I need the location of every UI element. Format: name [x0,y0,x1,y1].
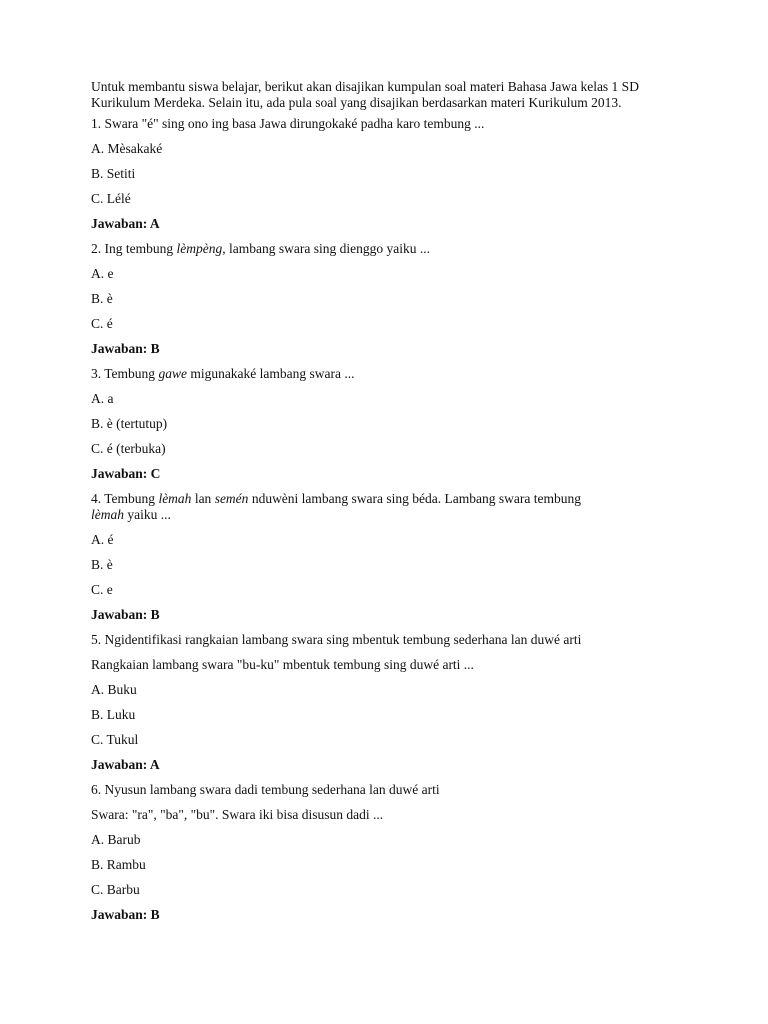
q2-text-pre: 2. Ing tembung [91,241,177,256]
q4-keyword-1: lèmah [158,491,192,506]
q2-option-b: B. è [91,291,113,306]
q2-answer: Jawaban: B [91,341,160,356]
q6-option-b: B. Rambu [91,857,146,872]
document-page [91,79,681,932]
q2-option-c: C. é [91,316,113,331]
q1-option-b: B. Setiti [91,166,136,181]
q4-keyword-2: semén [214,491,249,506]
q4-answer: Jawaban: B [91,607,160,622]
q1-answer: Jawaban: A [91,216,160,231]
q3-option-c: C. é (terbuka) [91,441,166,456]
q5-option-b: B. Luku [91,707,136,722]
q1-option-c: C. Lélé [91,191,131,206]
question-1: 1. Swara "é" sing ono ing basa Jawa dirungokaké padha karo tembung ... [91,116,485,131]
q4-text-pre: 4. Tembung [91,491,159,506]
q6-answer: Jawaban: B [91,907,160,922]
q4-option-a: A. é [91,532,114,547]
q5-option-a: A. Buku [91,682,137,697]
question-5: 5. Ngidentifikasi rangkaian lambang swara sing mbentuk tembung sederhana lan duwé arti [91,632,582,647]
q4-text-mid-1: lan [191,491,215,506]
q4-option-c: C. e [91,582,113,597]
q6-prompt: Swara: "ra", "ba", "bu". Swara iki bisa disusun dadi ... [91,807,384,822]
q4-text-mid-2: nduwèni lambang swara sing béda. Lambang swara tembung [248,491,581,506]
question-4 [91,491,591,523]
q5-answer: Jawaban: A [91,757,160,772]
q6-option-c: C. Barbu [91,882,140,897]
q4-option-b: B. è [91,557,113,572]
q3-keyword: gawe [158,366,187,381]
q4-keyword-3: lèmah [91,507,124,522]
intro-paragraph: Untuk membantu siswa belajar, berikut akan disajikan kumpulan soal materi Bahasa Jawa kelas 1 SD Kurikulum Merdeka. Selain itu, ada pula soal yang disajikan berdasarkan materi Kurikulum 2013. [91,79,639,110]
question-3 [91,366,681,382]
question-6: 6. Nyusun lambang swara dadi tembung sederhana lan duwé arti [91,782,440,797]
q2-option-a: A. e [91,266,114,281]
q1-option-a: A. Mèsakaké [91,141,163,156]
question-2 [91,241,681,257]
q6-option-a: A. Barub [91,832,141,847]
q3-option-b: B. è (tertutup) [91,416,168,431]
q2-text-post: , lambang swara sing dienggo yaiku ... [222,241,430,256]
q3-text-post: migunakaké lambang swara ... [186,366,355,381]
q4-text-post: yaiku ... [124,507,171,522]
q2-keyword: lèmpèng [176,241,223,256]
q3-text-pre: 3. Tembung [91,366,159,381]
q5-option-c: C. Tukul [91,732,139,747]
q3-option-a: A. a [91,391,114,406]
q3-answer: Jawaban: C [91,466,161,481]
q5-prompt: Rangkaian lambang swara "bu-ku" mbentuk tembung sing duwé arti ... [91,657,474,672]
